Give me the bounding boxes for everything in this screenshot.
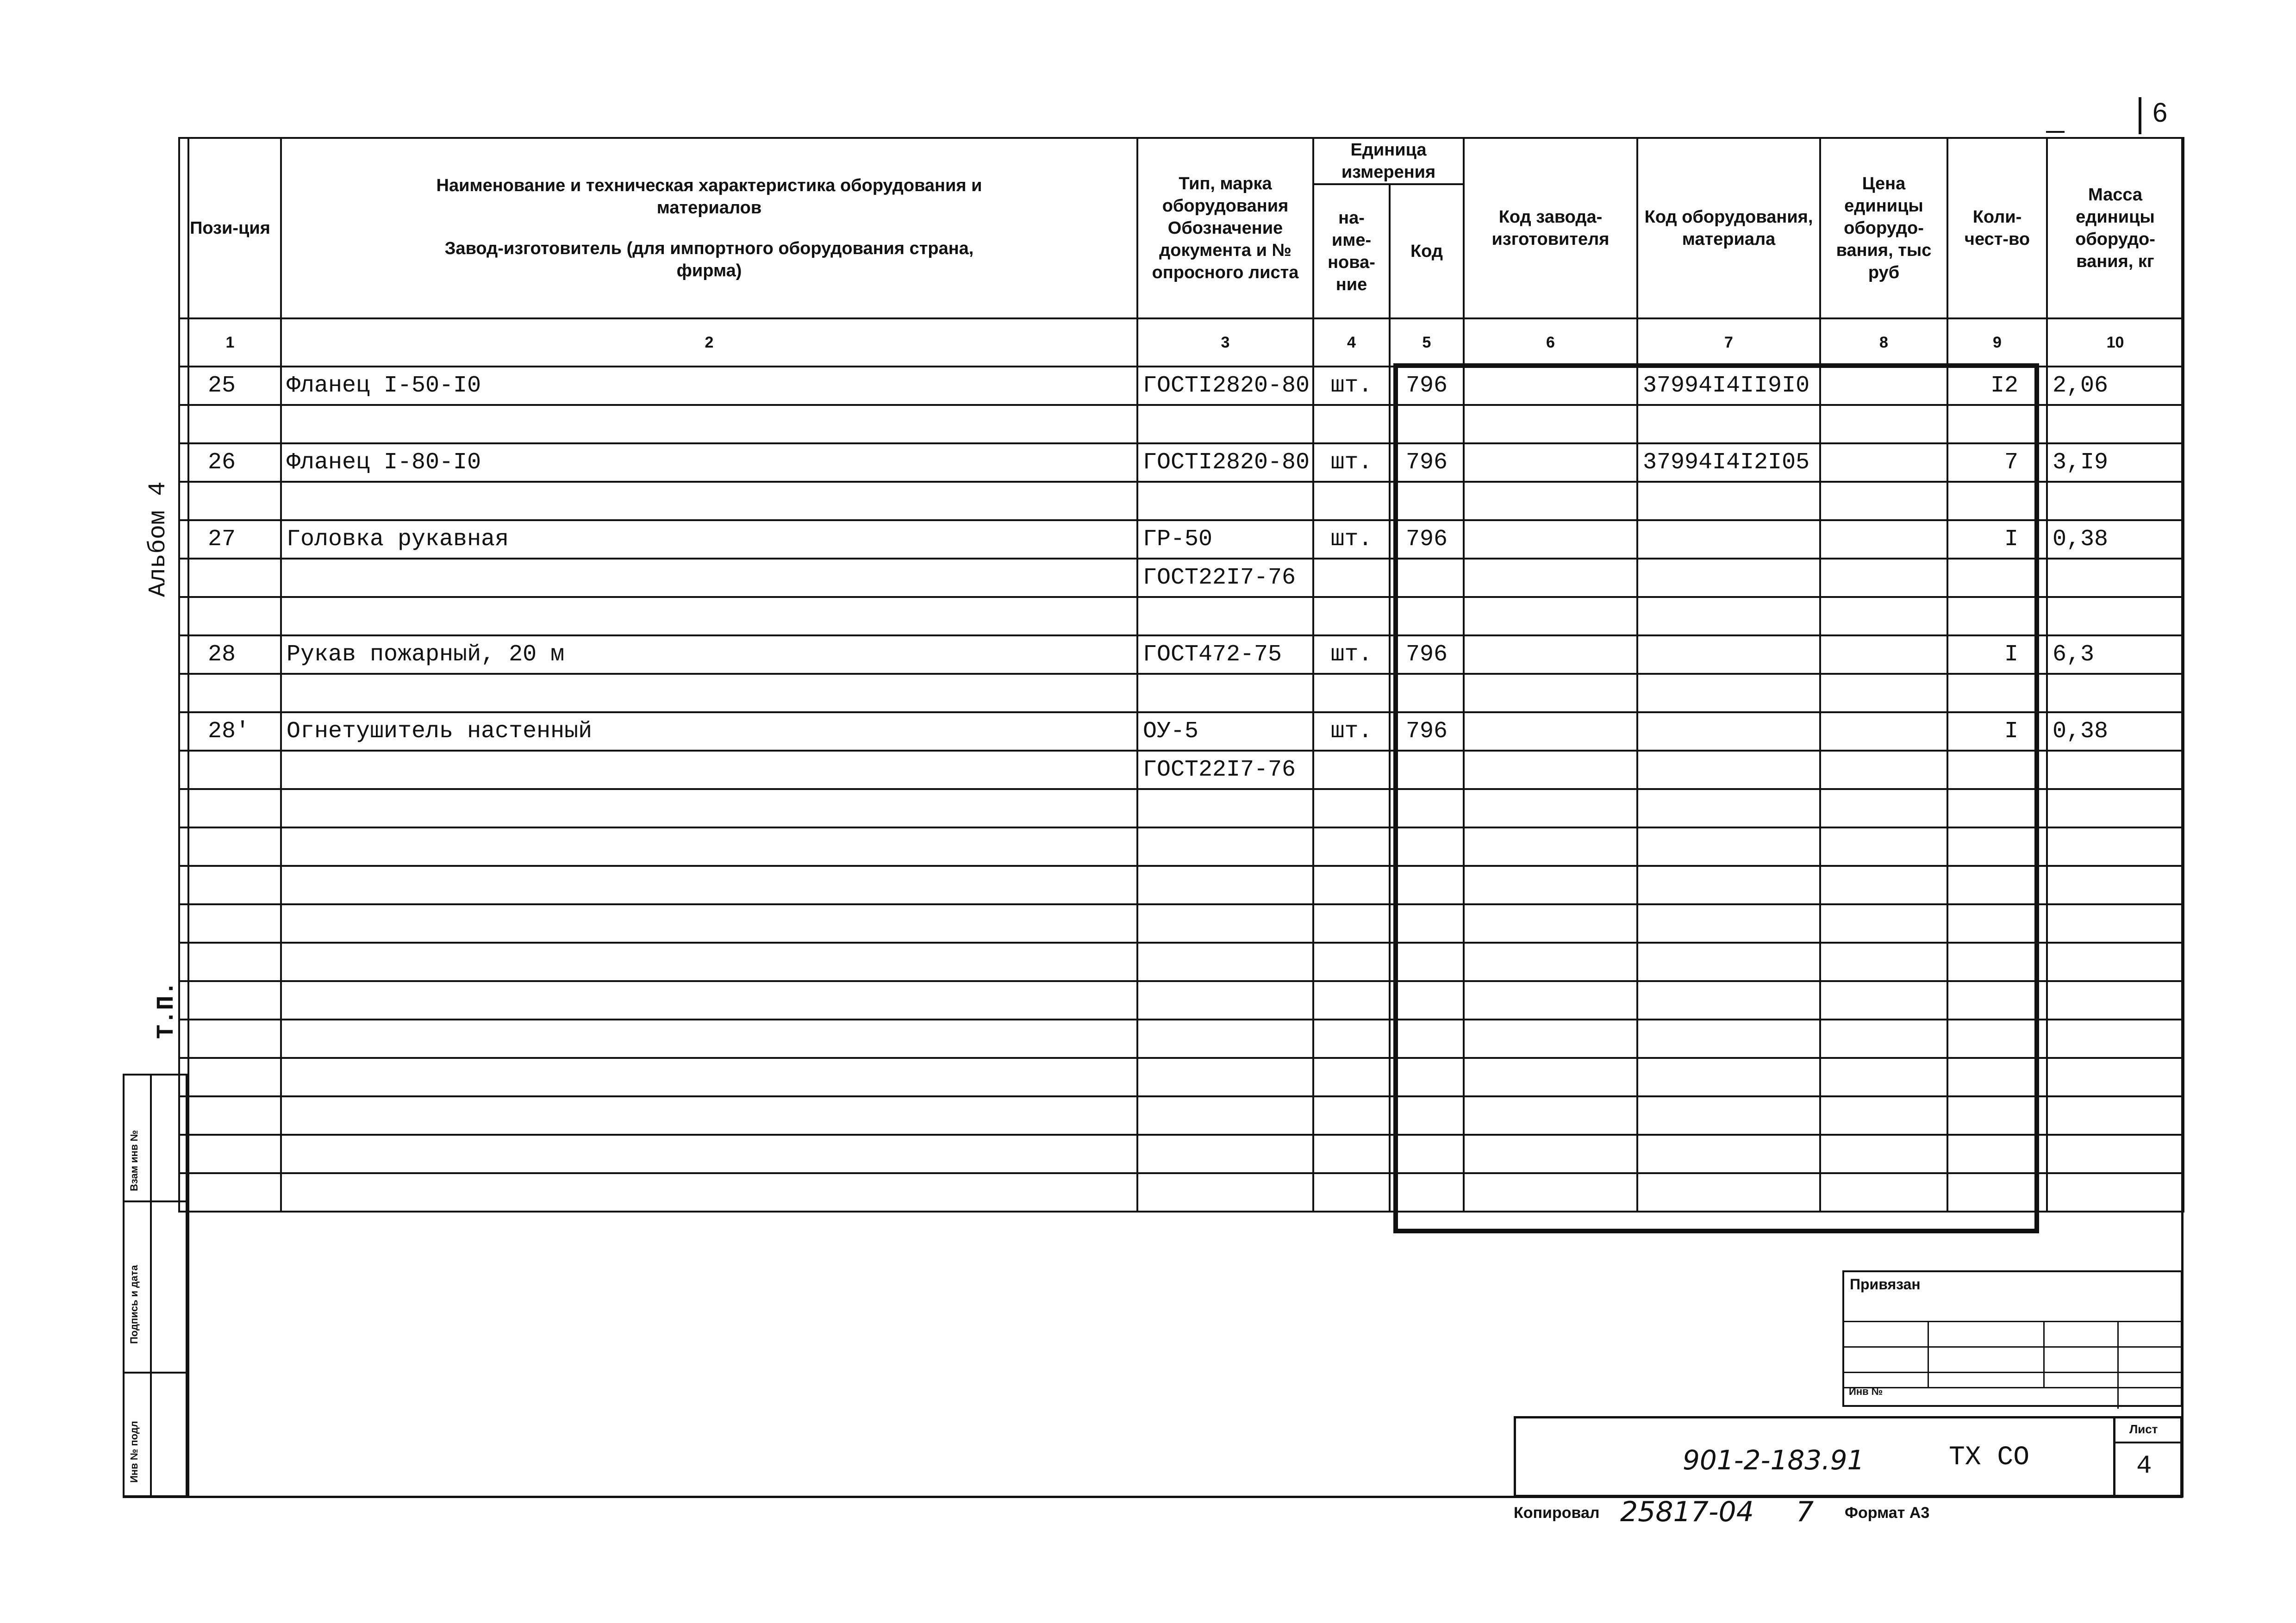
column-number: 4 bbox=[1313, 318, 1390, 367]
privyazan-grid bbox=[1928, 1321, 1929, 1388]
row-quantity: I bbox=[1947, 712, 2047, 751]
header-type: Тип, марка оборудования Обозначение документа и № опросного листа bbox=[1137, 138, 1313, 318]
sheet-label: Лист bbox=[2129, 1422, 2158, 1436]
row-name bbox=[281, 1020, 1137, 1058]
privyazan-grid bbox=[1844, 1387, 2181, 1388]
row-unit: шт. bbox=[1313, 520, 1390, 559]
row-unit: шт. bbox=[1313, 635, 1390, 674]
header-unit-code: Код bbox=[1390, 184, 1464, 318]
row-unit bbox=[1313, 597, 1390, 635]
row-position bbox=[179, 827, 281, 866]
row-unit bbox=[1313, 751, 1390, 789]
row-name bbox=[281, 943, 1137, 981]
row-mass bbox=[2047, 482, 2184, 520]
row-type: ГОСТ472-75 bbox=[1137, 635, 1313, 674]
vzam-inv-label: Взам инв № bbox=[128, 1130, 140, 1191]
row-mass: 6,3 bbox=[2047, 635, 2184, 674]
row-quantity: I bbox=[1947, 635, 2047, 674]
row-type bbox=[1137, 943, 1313, 981]
row-name bbox=[281, 751, 1137, 789]
row-position bbox=[179, 482, 281, 520]
copied-number: 25817-04 bbox=[1620, 1496, 1754, 1528]
row-unit bbox=[1313, 1135, 1390, 1173]
row-type bbox=[1137, 1058, 1313, 1096]
header-name-line2: Завод-изготовитель (для импортного оборудования страна, фирма) bbox=[444, 239, 974, 280]
header-unit-group: Единица измерения bbox=[1313, 138, 1464, 184]
row-name bbox=[281, 904, 1137, 943]
privyazan-grid bbox=[1844, 1346, 2181, 1348]
row-type bbox=[1137, 904, 1313, 943]
row-quantity: 7 bbox=[1947, 443, 2047, 482]
row-type bbox=[1137, 981, 1313, 1020]
page-number-tick bbox=[2139, 97, 2141, 134]
row-mass: 0,38 bbox=[2047, 520, 2184, 559]
row-position bbox=[179, 1173, 281, 1212]
copied-seven: 7 bbox=[1796, 1496, 1814, 1528]
header-name-line1: Наименование и техническая характеристика оборудования и материалов bbox=[436, 176, 982, 218]
row-name: Головка рукавная bbox=[281, 520, 1137, 559]
row-unit-code: 796 bbox=[1390, 712, 1464, 751]
row-unit bbox=[1313, 1096, 1390, 1135]
side-stamp-separator bbox=[125, 1200, 186, 1202]
row-name bbox=[281, 1058, 1137, 1096]
row-quantity: I bbox=[1947, 520, 2047, 559]
row-unit: шт. bbox=[1313, 443, 1390, 482]
row-mass bbox=[2047, 751, 2184, 789]
row-name bbox=[281, 789, 1137, 827]
row-position bbox=[179, 1135, 281, 1173]
row-unit bbox=[1313, 1058, 1390, 1096]
privyazan-grid bbox=[2043, 1321, 2045, 1388]
row-type: ГР-50 bbox=[1137, 520, 1313, 559]
header-factory-code: Код завода-изготовителя bbox=[1464, 138, 1637, 318]
row-mass bbox=[2047, 597, 2184, 635]
podpis-data-label: Подпись и дата bbox=[128, 1265, 140, 1344]
row-type bbox=[1137, 405, 1313, 443]
privyazan-grid bbox=[2117, 1321, 2119, 1409]
row-position: 26 bbox=[179, 443, 281, 482]
page-number: 6 bbox=[2152, 98, 2168, 128]
row-unit bbox=[1313, 674, 1390, 712]
row-name bbox=[281, 674, 1137, 712]
row-mass bbox=[2047, 674, 2184, 712]
row-type bbox=[1137, 1096, 1313, 1135]
row-name bbox=[281, 866, 1137, 904]
row-type bbox=[1137, 1135, 1313, 1173]
row-unit bbox=[1313, 789, 1390, 827]
row-name: Фланец I-80-I0 bbox=[281, 443, 1137, 482]
row-mass: 2,06 bbox=[2047, 367, 2184, 405]
row-type bbox=[1137, 866, 1313, 904]
sheet-cell bbox=[2113, 1418, 2183, 1495]
row-mass bbox=[2047, 827, 2184, 866]
side-stamp-box bbox=[123, 1074, 187, 1497]
row-type: ОУ-5 bbox=[1137, 712, 1313, 751]
document-code: 901-2-183.91 bbox=[1683, 1444, 1865, 1476]
row-unit: шт. bbox=[1313, 712, 1390, 751]
row-type: ГОСТI2820-80 bbox=[1137, 443, 1313, 482]
row-unit bbox=[1313, 559, 1390, 597]
row-unit bbox=[1313, 904, 1390, 943]
bold-frame bbox=[1393, 363, 2039, 1233]
row-mass bbox=[2047, 559, 2184, 597]
row-name bbox=[281, 827, 1137, 866]
header-unit-name: на-име-нова-ние bbox=[1313, 184, 1390, 318]
row-unit bbox=[1313, 405, 1390, 443]
row-unit-code: 796 bbox=[1390, 520, 1464, 559]
row-type: ГОСТ22I7-76 bbox=[1137, 751, 1313, 789]
frame-left-line bbox=[187, 137, 189, 1498]
row-mass bbox=[2047, 1135, 2184, 1173]
row-mass bbox=[2047, 943, 2184, 981]
row-position bbox=[179, 751, 281, 789]
row-name bbox=[281, 981, 1137, 1020]
row-name bbox=[281, 597, 1137, 635]
sheet-separator bbox=[2115, 1442, 2183, 1443]
row-unit bbox=[1313, 1173, 1390, 1212]
column-number: 6 bbox=[1464, 318, 1637, 367]
row-position: 28 bbox=[179, 635, 281, 674]
column-number: 8 bbox=[1820, 318, 1947, 367]
row-unit bbox=[1313, 943, 1390, 981]
row-position bbox=[179, 981, 281, 1020]
title-block bbox=[1514, 1416, 2183, 1497]
header-price: Цена единицы оборудо-вания, тыс руб bbox=[1820, 138, 1947, 318]
row-position bbox=[179, 943, 281, 981]
header-name bbox=[281, 138, 1137, 318]
row-equipment-code: 37994I4II9I0 bbox=[1637, 367, 1820, 405]
row-type bbox=[1137, 482, 1313, 520]
header-equipment-code: Код оборудования, материала bbox=[1637, 138, 1820, 318]
row-unit bbox=[1313, 981, 1390, 1020]
row-mass bbox=[2047, 904, 2184, 943]
row-position bbox=[179, 597, 281, 635]
row-mass bbox=[2047, 1096, 2184, 1135]
privyazan-grid bbox=[1844, 1321, 2181, 1322]
top-dash bbox=[2046, 131, 2065, 133]
row-position bbox=[179, 674, 281, 712]
row-name bbox=[281, 482, 1137, 520]
row-position bbox=[179, 866, 281, 904]
row-name bbox=[281, 559, 1137, 597]
sheet-value: 4 bbox=[2136, 1451, 2152, 1480]
row-mass bbox=[2047, 981, 2184, 1020]
row-position bbox=[179, 559, 281, 597]
row-mass bbox=[2047, 1058, 2184, 1096]
column-number: 7 bbox=[1637, 318, 1820, 367]
privyazan-grid bbox=[1844, 1372, 2181, 1373]
row-position bbox=[179, 405, 281, 443]
inv-podl-label: Инв № подл bbox=[128, 1421, 140, 1483]
row-name bbox=[281, 1135, 1137, 1173]
row-mass bbox=[2047, 1020, 2184, 1058]
row-unit: шт. bbox=[1313, 367, 1390, 405]
column-number: 3 bbox=[1137, 318, 1313, 367]
copied-label: Копировал bbox=[1514, 1504, 1600, 1522]
document-type: ТХ СО bbox=[1949, 1443, 2030, 1473]
row-position bbox=[179, 1020, 281, 1058]
row-type: ГОСТ22I7-76 bbox=[1137, 559, 1313, 597]
row-name bbox=[281, 405, 1137, 443]
side-stamp-separator bbox=[125, 1372, 186, 1374]
row-unit bbox=[1313, 827, 1390, 866]
row-unit bbox=[1313, 482, 1390, 520]
album-label: Альбом 4 bbox=[144, 481, 172, 597]
side-stamp-divider bbox=[150, 1076, 152, 1495]
row-name: Рукав пожарный, 20 м bbox=[281, 635, 1137, 674]
row-type bbox=[1137, 789, 1313, 827]
row-type bbox=[1137, 674, 1313, 712]
column-number: 1 bbox=[179, 318, 281, 367]
row-type bbox=[1137, 827, 1313, 866]
row-name: Огнетушитель настенный bbox=[281, 712, 1137, 751]
row-position bbox=[179, 1096, 281, 1135]
row-mass bbox=[2047, 1173, 2184, 1212]
row-equipment-code: 37994I4I2I05 bbox=[1637, 443, 1820, 482]
row-name: Фланец I-50-I0 bbox=[281, 367, 1137, 405]
format-label: Формат А3 bbox=[1845, 1504, 1930, 1522]
row-unit-code: 796 bbox=[1390, 443, 1464, 482]
privyazan-block bbox=[1842, 1270, 2183, 1407]
row-mass bbox=[2047, 866, 2184, 904]
header-quantity: Коли-чест-во bbox=[1947, 138, 2047, 318]
row-type bbox=[1137, 1173, 1313, 1212]
tp-label: Т.П. bbox=[153, 981, 180, 1039]
row-position: 27 bbox=[179, 520, 281, 559]
row-name bbox=[281, 1173, 1137, 1212]
row-unit-code: 796 bbox=[1390, 367, 1464, 405]
row-position bbox=[179, 1058, 281, 1096]
row-position: 25 bbox=[179, 367, 281, 405]
row-position: 28' bbox=[179, 712, 281, 751]
inv-no-label: Инв № bbox=[1849, 1386, 1883, 1397]
header-position: Пози-ция bbox=[179, 138, 281, 318]
column-number: 5 bbox=[1390, 318, 1464, 367]
column-number: 10 bbox=[2047, 318, 2184, 367]
row-unit bbox=[1313, 866, 1390, 904]
row-type bbox=[1137, 597, 1313, 635]
header-mass: Масса единицы оборудо-вания, кг bbox=[2047, 138, 2184, 318]
row-name bbox=[281, 1096, 1137, 1135]
row-unit bbox=[1313, 1020, 1390, 1058]
row-position bbox=[179, 904, 281, 943]
row-position bbox=[179, 789, 281, 827]
row-mass bbox=[2047, 789, 2184, 827]
row-mass bbox=[2047, 405, 2184, 443]
privyazan-label: Привязан bbox=[1850, 1276, 1921, 1293]
column-number: 2 bbox=[281, 318, 1137, 367]
row-mass: 3,I9 bbox=[2047, 443, 2184, 482]
row-quantity: I2 bbox=[1947, 367, 2047, 405]
column-number: 9 bbox=[1947, 318, 2047, 367]
row-type bbox=[1137, 1020, 1313, 1058]
row-type: ГОСТI2820-80 bbox=[1137, 367, 1313, 405]
row-unit-code: 796 bbox=[1390, 635, 1464, 674]
row-mass: 0,38 bbox=[2047, 712, 2184, 751]
